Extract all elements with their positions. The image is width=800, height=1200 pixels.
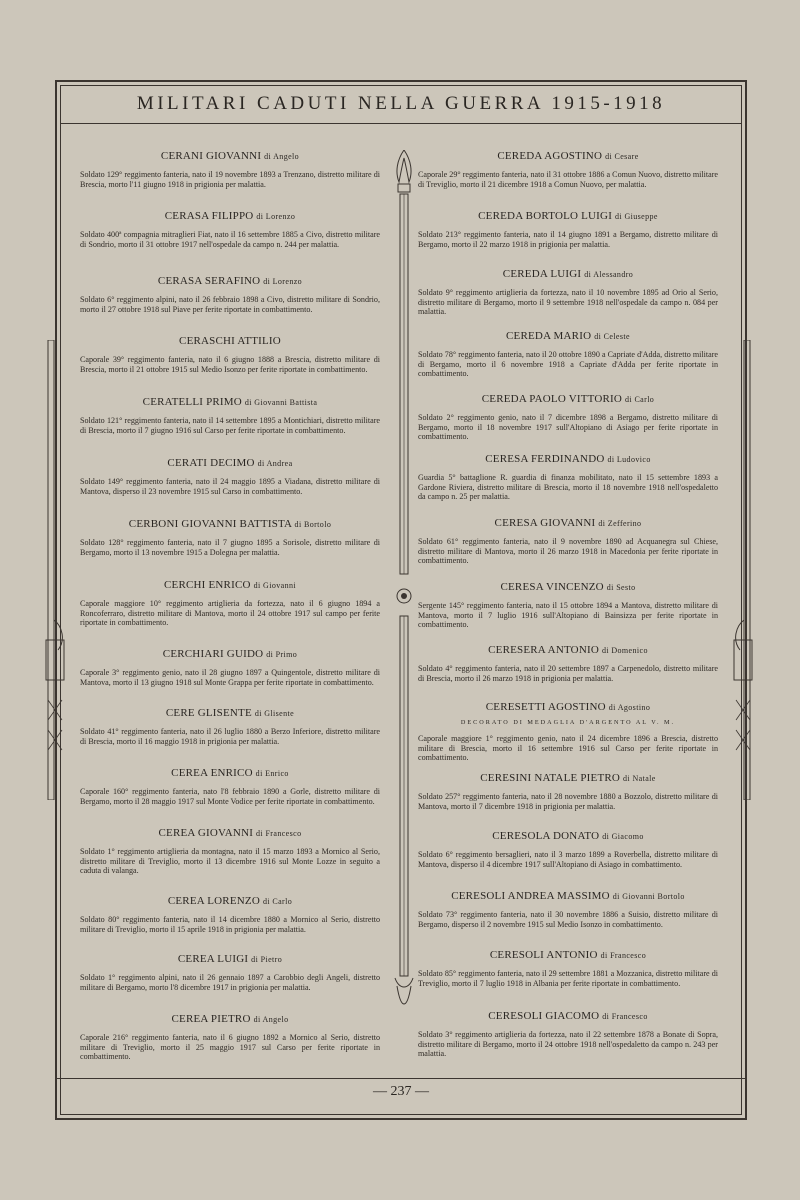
entry-cereda-agostino [418,150,718,189]
left-pillar-ornament-icon [40,340,70,800]
entry-cerchiari-guido [80,648,380,687]
footer-divider [55,1078,747,1079]
entry-text: Soldato 213° reggimento fanteria, nato il 14 giugno 1891 a Bergamo, distretto militare di Bergamo, morto il 22 marzo 1918 in prigionia per malattia. [418,230,718,249]
entry-cerea-giovanni [80,827,380,876]
torch-pillar-icon [393,150,415,1030]
page-number: — 237 — [373,1084,429,1099]
entry-name: CERE GLISENTE di Glisente [165,707,295,719]
entry-text: Soldato 129° reggimento fanteria, nato il 19 novembre 1893 a Trenzano, distretto militare di Brescia, morto l'11 giugno 1918 in prigionia per malattia. [80,170,380,189]
entry-ceraschi-attilio [80,335,380,374]
entry-text: Soldato 149° reggimento fanteria, nato il 24 maggio 1895 a Viadana, distretto militare di Mantova, disperso il 23 novembre 1915 sul Carso in combattimento. [80,477,380,496]
entry-name: CERESA VINCENZO di Sesto [500,581,636,593]
entry-cerea-enrico [80,767,380,806]
entry-text: Guardia 5° battaglione R. guardia di finanza mobilitato, nato il 15 settembre 1893 a Gardone Riviera, distretto militare di Brescia, morto il 18 novembre 1918 nell'ospedaletto da campo n. 25 per malattia. [418,473,718,502]
entry-cerea-luigi [80,953,380,992]
entry-cere-glisente [80,707,380,746]
decoration-note: DECORATO DI MEDAGLIA D'ARGENTO AL V. M. [460,719,676,726]
entry-cereda-luigi [418,268,718,317]
entry-name: CEREA LORENZO di Carlo [167,895,293,907]
entry-cerea-lorenzo [80,895,380,934]
entry-name: CEREDA BORTOLO LUIGI di Giuseppe [478,210,658,222]
entry-text: Caporale 29° reggimento fanteria, nato il 31 ottobre 1886 a Comun Nuovo, distretto militare di Treviglio, morto il 21 dicembre 1918 a Comun Nuovo, per malattia. [418,170,718,189]
entry-name: CEREDA AGOSTINO di Cesare [497,150,639,162]
entry-text: Caporale 3° reggimento genio, nato il 28 giugno 1897 a Quingentole, distretto militare di Mantova, morto il 13 giugno 1918 sul Monte Grappa per ferite riportate in combattimento. [80,668,380,687]
entry-cereda-paolo-vittorio [418,393,718,442]
entry-ceresoli-antonio [418,949,718,988]
entry-name: CEREA LUIGI di Pietro [177,953,283,965]
entry-name: CERESERA ANTONIO di Domenico [488,644,648,656]
entry-text: Soldato 400ª compagnia mitraglieri Fiat, nato il 16 settembre 1885 a Civo, distretto militare di Sondrio, morto il 31 ottobre 1917 nell'ospedale da campo n. 244 per malattia. [80,230,380,249]
entry-text: Soldato 41° reggimento fanteria, nato il 26 luglio 1880 a Berzo Inferiore, distretto militare di Brescia, morto il 16 maggio 1918 in prigionia per malattia. [80,727,380,746]
entry-cerchi-enrico [80,579,380,628]
entry-ceresa-vincenzo [418,581,718,630]
entry-name: CERCHIARI GUIDO di Primo [162,648,298,660]
entry-name: CERESOLA DONATO di Giacomo [492,830,644,842]
left-column [80,140,380,1080]
page-title: MILITARI CADUTI NELLA GUERRA 1915-1918 [136,93,666,114]
right-pillar-ornament-icon [728,340,758,800]
entry-name: CERASCHI ATTILIO [179,335,281,347]
entry-cerea-pietro [80,1013,380,1062]
entry-name: CERANI GIOVANNI di Angelo [160,150,300,162]
entry-ceratelli-primo [80,396,380,435]
entry-name: CERASA SERAFINO di Lorenzo [157,275,303,287]
header-divider [60,123,742,124]
entry-text: Soldato 1° reggimento artiglieria da montagna, nato il 15 marzo 1893 a Mornico al Serio, distretto militare di Treviglio, morto il 13 dicembre 1916 sul Monte Lozze in seguito a caduta di valanga. [80,847,380,876]
right-column [418,140,718,1080]
entry-text: Soldato 6° reggimento alpini, nato il 26 febbraio 1898 a Civo, distretto militare di Sondrio, morto il 27 ottobre 1918 sul Piave per ferite riportate in combattimento. [80,295,380,314]
entry-name: CERESINI NATALE PIETRO di Natale [480,772,656,784]
entry-name: CERESETTI AGOSTINO di Agostino [485,701,651,713]
entry-ceresa-ferdinando [418,453,718,502]
entry-name: CERATELLI PRIMO di Giovanni Battista [142,396,318,408]
entry-text: Soldato 61° reggimento fanteria, nato il 9 novembre 1890 ad Acquanegra sul Chiese, distretto militare di Mantova, morto il 26 marzo 1918 in Macedonia per ferite riportate in combattimento. [418,537,718,566]
entry-text: Soldato 2° reggimento genio, nato il 7 dicembre 1898 a Bergamo, distretto militare di Bergamo, morto il 18 novembre 1917 sull'Altopiano di Asiago per ferite riportate in combattimento. [418,413,718,442]
entry-cerboni-giovanni-battista [80,518,380,557]
entry-cerati-decimo [80,457,380,496]
entry-text: Soldato 78° reggimento fanteria, nato il 20 ottobre 1890 a Capriate d'Adda, distretto militare di Bergamo, morto il 6 novembre 1918 a Capriate d'Adda per ferite riportate in combattimento. [418,350,718,379]
entry-name: CEREA PIETRO di Angelo [171,1013,289,1025]
entry-name: CERESOLI ANTONIO di Francesco [489,949,647,961]
entry-text: Soldato 6° reggimento bersaglieri, nato il 3 marzo 1899 a Roverbella, distretto militare di Mantova, disperso il 4 dicembre 1917 sull'Altopiano di Asiago in combattimento. [418,850,718,869]
entry-text: Soldato 128° reggimento fanteria, nato il 7 giugno 1895 a Sorisole, distretto militare di Bergamo, morto il 13 novembre 1915 a Dolegna per malattia. [80,538,380,557]
entry-cerani-giovanni [80,150,380,189]
entry-name: CERESOLI GIACOMO di Francesco [488,1010,648,1022]
entry-cerasa-serafino [80,275,380,314]
entry-name: CEREA GIOVANNI di Francesco [158,827,302,839]
entry-text: Sergente 145° reggimento fanteria, nato il 15 ottobre 1894 a Mantova, distretto militare di Mantova, morto il 7 luglio 1916 sull'Altopiano di Bainsizza per ferite riportate in combattimento. [418,601,718,630]
entry-text: Soldato 4° reggimento fanteria, nato il 20 settembre 1897 a Carpenedolo, distretto militare di Brescia, morto il 26 marzo 1918 in prigionia per malattia. [418,664,718,683]
entry-name: CEREDA LUIGI di Alessandro [502,268,634,280]
entry-text: Soldato 1° reggimento alpini, nato il 26 gennaio 1897 a Carobbio degli Angeli, distretto militare di Bergamo, morto l'8 dicembre 1917 in prigionia per malattia. [80,973,380,992]
entry-name: CEREA ENRICO di Enrico [171,767,289,779]
entry-cerasa-filippo [80,210,380,249]
entry-name: CERESA GIOVANNI di Zefferino [494,517,642,529]
entry-text: Soldato 73° reggimento fanteria, nato il 30 novembre 1886 a Suisio, distretto militare di Bergamo, disperso il 2 novembre 1915 sul Medio Isonzo in combattimento. [418,910,718,929]
entry-text: Soldato 9° reggimento artiglieria da fortezza, nato il 10 novembre 1895 ad Orio al Serio, distretto militare di Bergamo, morto il 9 settembre 1918 nell'ospedale da campo n. 084 per malattia. [418,288,718,317]
entry-ceresa-giovanni [418,517,718,566]
entry-ceresoli-giacomo [418,1010,718,1059]
entry-cereda-bortolo-luigi [418,210,718,249]
entry-name: CERASA FILIPPO di Lorenzo [164,210,296,222]
entry-name: CEREDA PAOLO VITTORIO di Carlo [481,393,655,405]
entry-text: Soldato 121° reggimento fanteria, nato il 14 settembre 1895 a Montichiari, distretto militare di Brescia, morto il 7 giugno 1916 sul Carso per ferite riportate in combattimento. [80,416,380,435]
entry-text: Caporale maggiore 1° reggimento genio, nato il 24 dicembre 1896 a Brescia, distretto militare di Brescia, morto il 16 settembre 1916 sul Carso per ferite riportate in combattimento. [418,734,718,763]
entry-cereda-mario [418,330,718,379]
entry-name: CERATI DECIMO di Andrea [167,457,293,469]
entry-text: Soldato 3° reggimento artiglieria da fortezza, nato il 22 settembre 1878 a Bonate di Sopra, distretto militare di Bergamo, morto il 24 ottobre 1918 nell'ospedaletto da campo n. 243 per malattia. [418,1030,718,1059]
entry-ceresera-antonio [418,644,718,683]
entry-text: Caporale 39° reggimento fanteria, nato il 6 giugno 1888 a Brescia, distretto militare di Brescia, morto il 21 ottobre 1915 sul Medio Isonzo per ferite riportate in combattimento. [80,355,380,374]
entry-ceresola-donato [418,830,718,869]
entry-ceresoli-andrea-massimo [418,890,718,929]
entry-text: Soldato 85° reggimento fanteria, nato il 29 settembre 1881 a Mozzanica, distretto militare di Treviglio, morto il 7 luglio 1918 in Albania per ferite riportate in combattimento. [418,969,718,988]
entry-text: Caporale 160° reggimento fanteria, nato l'8 febbraio 1890 a Gorle, distretto militare di Bergamo, morto il 28 maggio 1917 sul Monte Vodice per ferite riportate in combattimento. [80,787,380,806]
entry-text: Soldato 80° reggimento fanteria, nato il 14 dicembre 1880 a Mornico al Serio, distretto militare di Treviglio, morto il 15 aprile 1918 in prigionia per malattia. [80,915,380,934]
entry-name: CEREDA MARIO di Celeste [506,330,630,342]
entry-ceresini-natale-pietro [418,772,718,811]
entry-ceresetti-agostino [418,701,718,763]
entry-name: CERCHI ENRICO di Giovanni [164,579,296,591]
entry-text: Soldato 257° reggimento fanteria, nato il 28 novembre 1880 a Bozzolo, distretto militare di Mantova, morto il 7 dicembre 1918 in prigionia per malattia. [418,792,718,811]
entry-text: Caporale maggiore 10° reggimento artiglieria da fortezza, nato il 6 giugno 1894 a Roncoferraro, distretto militare di Mantova, morto il 24 ottobre 1917 sul campo per ferite riportate in combattimento. [80,599,380,628]
entry-text: Caporale 216° reggimento fanteria, nato il 6 giugno 1892 a Mornico al Serio, distretto militare di Treviglio, morto il 25 maggio 1917 sul Carso per ferite riportate in combattimento. [80,1033,380,1062]
entry-name: CERESA FERDINANDO di Ludovico [485,453,651,465]
entry-name: CERBONI GIOVANNI BATTISTA di Bortolo [128,518,332,530]
entry-name: CERESOLI ANDREA MASSIMO di Giovanni Bortolo [451,890,685,902]
